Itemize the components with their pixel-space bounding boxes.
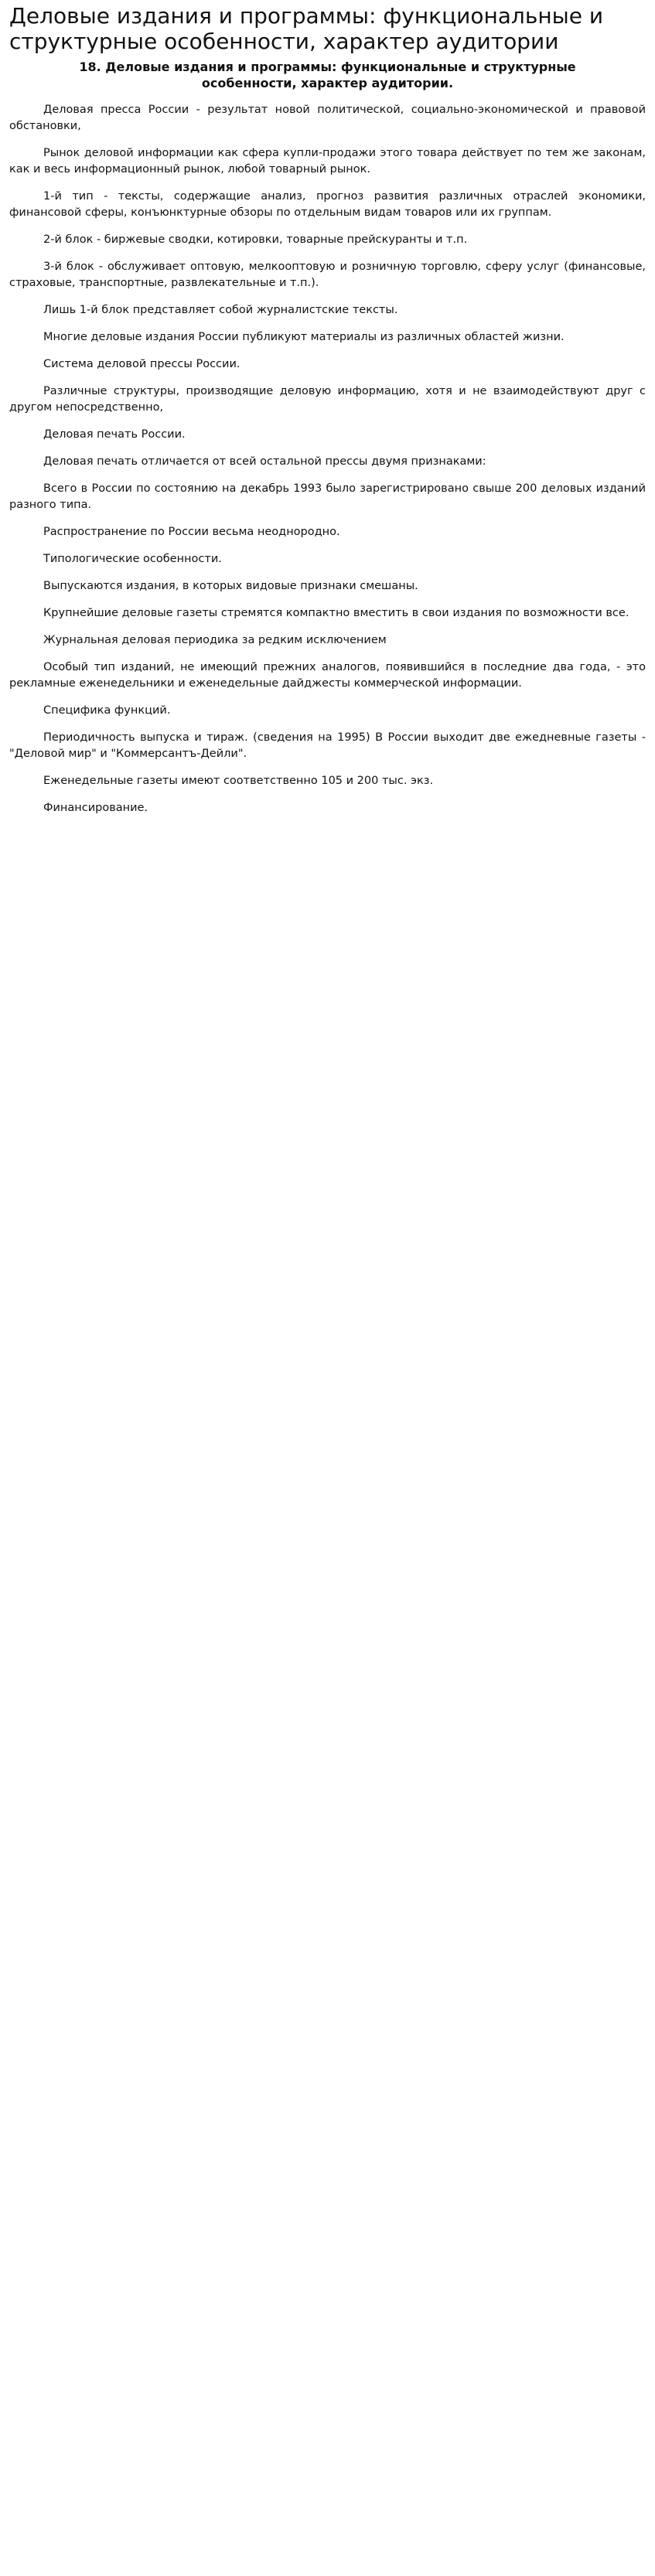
paragraph-opening: Еженедельные газеты имеют соответственно 105 и 200 тыс. экз.: [43, 775, 434, 787]
paragraph-16: [9, 605, 646, 622]
paragraph-19: [9, 703, 646, 719]
paragraph-opening: Особый тип изданий, не имеющий прежних аналогов, появившийся в последние два года, - это рекламные еженедельники и еженедельные дайджесты коммерческой информации.: [9, 661, 646, 690]
paragraph-6: [9, 302, 646, 319]
paragraph-22: [9, 800, 646, 816]
document-page: [0, 0, 655, 846]
paragraph-opening: 1-й тип - тексты, содержащие анализ, прогноз развития различных отраслей экономики, финансовой сферы, конъюнктурные обзоры по отдельным видам товаров или их группам.: [9, 190, 646, 219]
paragraph-opening: 2-й блок - биржевые сводки, котировки, товарные прейскуранты и т.п.: [43, 233, 468, 246]
paragraph-17: [9, 632, 646, 649]
paragraph-opening: Рынок деловой информации как сфера купли-продажи этого товара действует по тем же законам, как и весь информационный рынок, любой товарный рынок.: [9, 147, 646, 175]
page-title: Деловые издания и программы: функциональные и структурные особенности, характер аудитории: [9, 3, 604, 54]
paragraph-opening: Всего в России по состоянию на декабрь 1993 было зарегистрировано свыше 200 деловых изданий разного типа.: [9, 482, 646, 511]
paragraph-opening: Журнальная деловая периодика за редким исключением: [43, 634, 387, 646]
paragraph-12: [9, 481, 646, 513]
paragraph-7: [9, 329, 646, 346]
paragraph-opening: Периодичность выпуска и тираж. (сведения на 1995) В России выходит две ежедневные газеты - "Деловой мир" и "Коммерсантъ-Дейли".: [9, 731, 646, 760]
paragraph-18: [9, 659, 646, 692]
paragraph-opening: Специфика функций.: [43, 704, 171, 717]
paragraph-opening: 3-й блок - обслуживает оптовую, мелкооптовую и розничную торговлю, сферу услуг (финансовые, страховые, транспортные, развлекательные и т.п.).: [9, 261, 646, 289]
paragraph-opening: Выпускаются издания, в которых видовые признаки смешаны.: [43, 580, 418, 592]
paragraph-1: [9, 102, 646, 135]
paragraph-opening: Лишь 1-й блок представляет собой журналистские тексты.: [43, 304, 398, 316]
paragraph-3: [9, 189, 646, 221]
paragraph-opening: Деловая печать отличается от всей остальной прессы двумя признаками:: [43, 455, 486, 468]
paragraph-opening: Крупнейшие деловые газеты стремятся компактно вместить в свои издания по возможности все.: [43, 607, 629, 619]
paragraph-2: [9, 145, 646, 178]
paragraph-21: [9, 773, 646, 789]
document-heading: 18. Деловые издания и программы: функциональные и структурные особенности, характер аудитории.: [79, 60, 576, 90]
paragraph-14: [9, 551, 646, 567]
paragraph-opening: Типологические особенности.: [43, 553, 222, 565]
paragraph-8: [9, 356, 646, 373]
paragraph-opening: Деловая печать России.: [43, 428, 186, 441]
paragraph-20: [9, 730, 646, 762]
paragraph-5: [9, 259, 646, 291]
paragraph-opening: Деловая пресса России - результат новой политической, социально-экономической и правовой обстановки,: [9, 104, 646, 132]
paragraph-9: [9, 383, 646, 416]
paragraph-4: [9, 232, 646, 248]
paragraph-10: [9, 427, 646, 443]
paragraph-13: [9, 524, 646, 540]
paragraph-15: [9, 578, 646, 595]
paragraph-opening: Многие деловые издания России публикуют материалы из различных областей жизни.: [43, 331, 565, 343]
paragraph-11: [9, 454, 646, 470]
paragraph-opening: Различные структуры, производящие деловую информацию, хотя и не взаимодействуют друг с другом непосредственно,: [9, 385, 646, 414]
paragraph-opening: Распространение по России весьма неоднородно.: [43, 526, 340, 538]
paragraph-opening: Система деловой прессы России.: [43, 358, 241, 370]
paragraph-opening: Финансирование.: [43, 802, 148, 814]
